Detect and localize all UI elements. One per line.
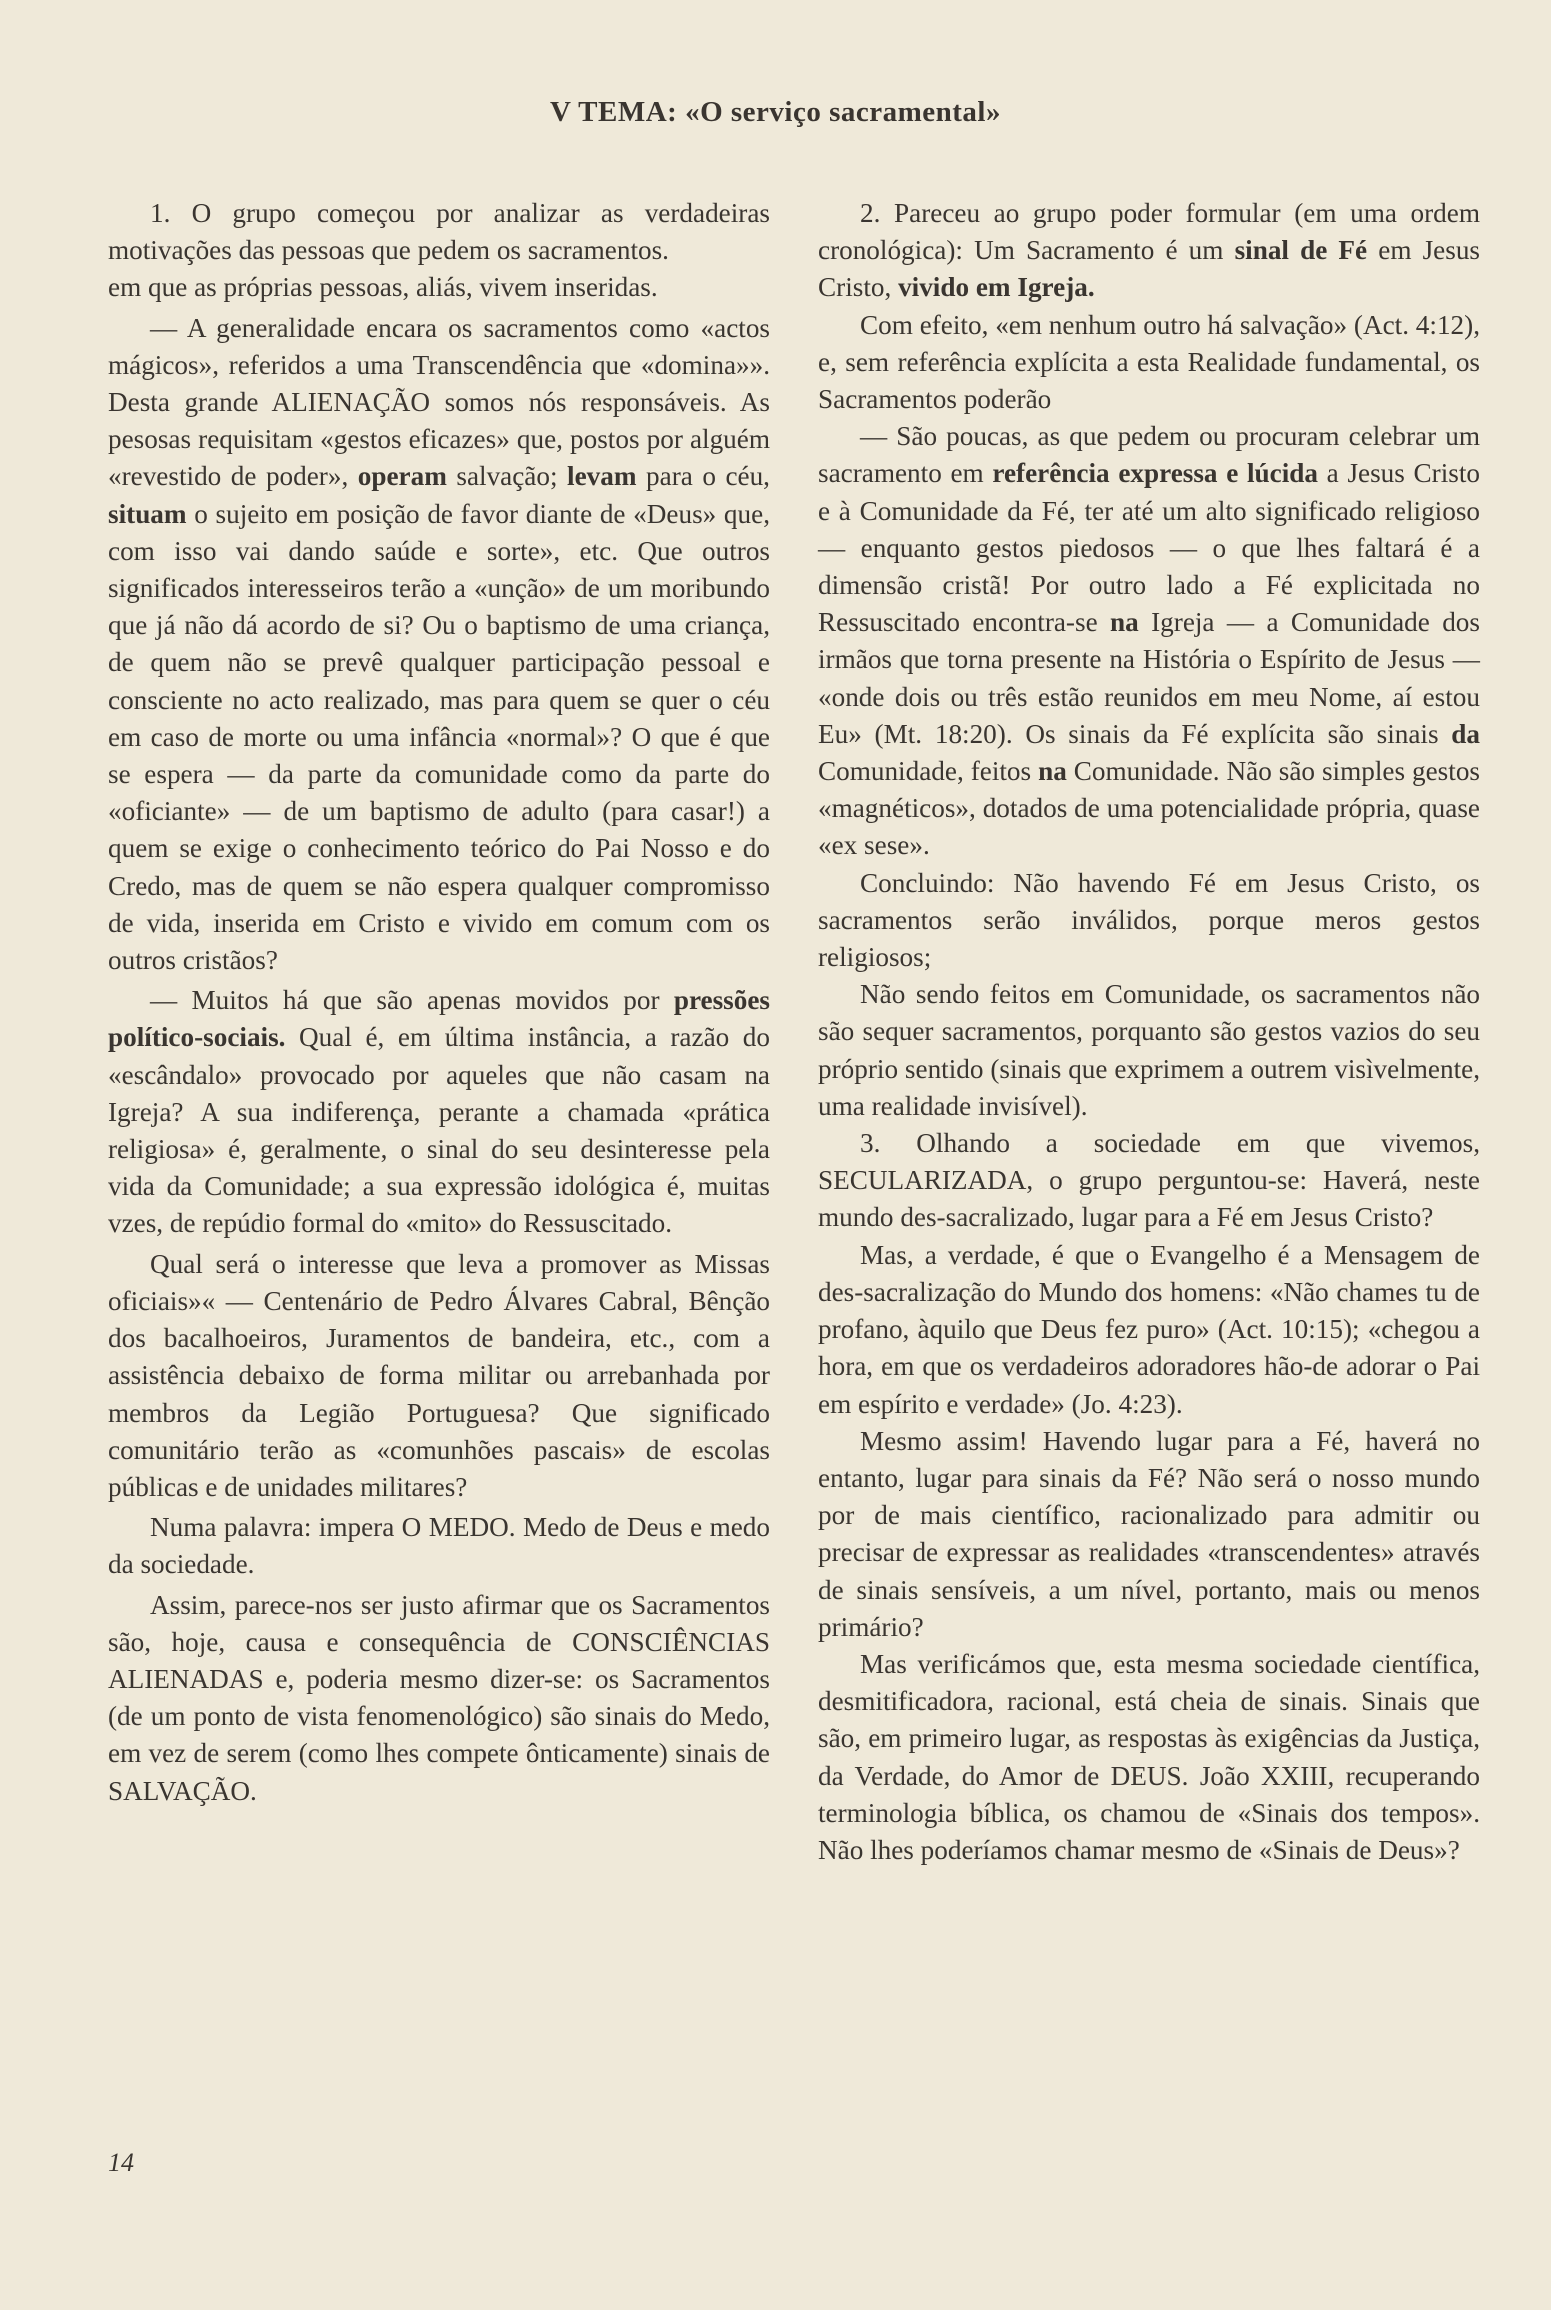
bold-term: pressões político-sociais.	[108, 985, 770, 1053]
paragraph: 1. O grupo começou por analizar as verdadeiras motivações das pessoas que pedem os sacramentos.	[108, 198, 770, 266]
bold-term: na	[1110, 607, 1139, 638]
bold-term: operam	[357, 461, 447, 492]
paragraph: Concluindo: Não havendo Fé em Jesus Cristo, os sacramentos serão inválidos, porque meros gestos religiosos;	[818, 867, 1480, 973]
paragraph: 3. Olhando a sociedade em que vivemos, SECULARIZADA, o grupo perguntou-se: Haverá, neste mundo des-sacralizado, lugar para a Fé em Jesus Cristo?	[818, 1128, 1480, 1233]
bold-term: vivido em Igreja.	[898, 272, 1095, 303]
paragraph: 2. Pareceu ao grupo poder formular (em uma ordem cronológica): Um Sacramento é um sinal de Fé em Jesus Cristo, vivido em Igreja.	[818, 198, 1481, 303]
paragraph: Mas, a verdade, é que o Evangelho é a Mensagem de des-sacralização do Mundo dos homens: «Não chames tu de profano, àquilo que Deus fez puro» (Act. 10:15); «chegou a hora, em que os verdadeiros adoradores hão-de adorar o Pai em espírito e verdade» (Jo. 4:23).	[818, 1239, 1480, 1419]
paragraph: Não sendo feitos em Comunidade, os sacramentos não são sequer sacramentos, porquanto são gestos vazios do seu próprio sentido (sinais que exprimem a outrem visìvelmente, uma realidade invisível).	[818, 979, 1480, 1121]
paragraph: — A generalidade encara os sacramentos como «actos mágicos», referidos a uma Transcendência que «domina»». Desta grande ALIENAÇÃO somos nós responsáveis. As pesosas requisitam «gestos eficazes» que, postos por alguém «revestido de poder», operam salvação; levam para o céu, situam o sujeito em posição de favor diante de «Deus» que, com isso vai dando saúde e sorte», etc. Que outros significados interesseiros terão a «unção» de um moribundo que já não dá acordo de si? Ou o baptismo de uma criança, de quem não se prevê qualquer participação pessoal e consciente no acto realizado, mas para quem se quer o céu em caso de morte ou uma infância «normal»? O que é que se espera — da parte da comunidade como da parte do «oficiante» — de um baptismo de adulto (para casar!) a quem se exige o conhecimento teórico do Pai Nosso e do Credo, mas de quem se não espera qualquer compromisso de vida, inserida em Cristo e vivido em comum com os outros cristãos?	[108, 312, 770, 976]
paragraph: em que as próprias pessoas, aliás, vivem inseridas.	[108, 272, 658, 303]
bold-term: sinal de Fé	[1234, 235, 1368, 266]
paragraph: Assim, parece-nos ser justo afirmar que os Sacramentos são, hoje, causa e consequência de CONSCIÊNCIAS ALIENADAS e, poderia mesmo dizer-se: os Sacramentos (de um ponto de vista fenomenológico) são sinais do Medo, em vez de serem (como lhes compete ônticamente) sinais de SALVAÇÃO.	[108, 1589, 770, 1806]
bold-term: situam	[108, 498, 187, 529]
bold-term: referência expressa e lúcida	[992, 458, 1318, 489]
bold-term: na	[1038, 756, 1067, 787]
left-column	[108, 195, 770, 1810]
right-column	[818, 195, 1480, 1869]
paragraph: Com efeito, «em nenhum outro há salvação» (Act. 4:12), e, sem referência explícita a esta Realidade fundamental, os Sacramentos poderão	[818, 309, 1480, 415]
paragraph: Numa palavra: impera O MEDO. Medo de Deus e medo da sociedade.	[108, 1512, 770, 1580]
paragraph: — Muitos há que são apenas movidos por pressões político-sociais. Qual é, em última instância, a razão do «escândalo» provocado por aqueles que não casam na Igreja? A sua indiferença, perante a chamada «prática religiosa» é, geralmente, o sinal do seu desinteresse pela vida da Comunidade; a sua expressão idológica é, muitas vzes, de repúdio formal do «mito» do Ressuscitado.	[108, 985, 770, 1239]
paragraph: Mesmo assim! Havendo lugar para a Fé, haverá no entanto, lugar para sinais da Fé? Não será o nosso mundo por de mais científico, racionalizado para admitir ou precisar de expressar as realidades «transcendentes» através de sinais sensíveis, a um nível, portanto, mais ou menos primário?	[818, 1425, 1480, 1642]
paragraph: Qual será o interesse que leva a promover as Missas oficiais»« — Centenário de Pedro Álvares Cabral, Bênção dos bacalhoeiros, Juramentos de bandeira, etc., com a assistência debaixo de forma militar ou arrebanhada por membros da Legião Portuguesa? Que significado comunitário terão as «comunhões pascais» de escolas públicas e de unidades militares?	[108, 1248, 770, 1502]
bold-term: levam	[567, 461, 637, 492]
paragraph: Mas verificámos que, esta mesma sociedade científica, desmitificadora, racional, está cheia de sinais. Sinais que são, em primeiro lugar, as respostas às exigências da Justiça, da Verdade, do Amor de DEUS. João XXIII, recuperando terminologia bíblica, os chamou de «Sinais dos tempos». Não lhes poderíamos chamar mesmo de «Sinais de Deus»?	[818, 1648, 1480, 1865]
paragraph: — São poucas, as que pedem ou procuram celebrar um sacramento em referência expressa e lúcida a Jesus Cristo e à Comunidade da Fé, ter até um alto significado religioso — enquanto gestos piedosos — o que lhes faltará é a dimensão cristã! Por outro lado a Fé explicitada no Ressuscitado encontra-se na Igreja — a Comunidade dos irmãos que torna presente na História o Espírito de Jesus — «onde dois ou três estão reunidos em meu Nome, aí estou Eu» (Mt. 18:20). Os sinais da Fé explícita são sinais da Comunidade, feitos na Comunidade. Não são simples gestos «magnéticos», dotados de uma potencialidade própria, quase «ex sese».	[818, 421, 1481, 861]
bold-term: da	[1451, 718, 1480, 749]
page-title: V TEMA: «O serviço sacramental»	[550, 96, 1001, 128]
page-number: 14	[108, 2148, 134, 2177]
